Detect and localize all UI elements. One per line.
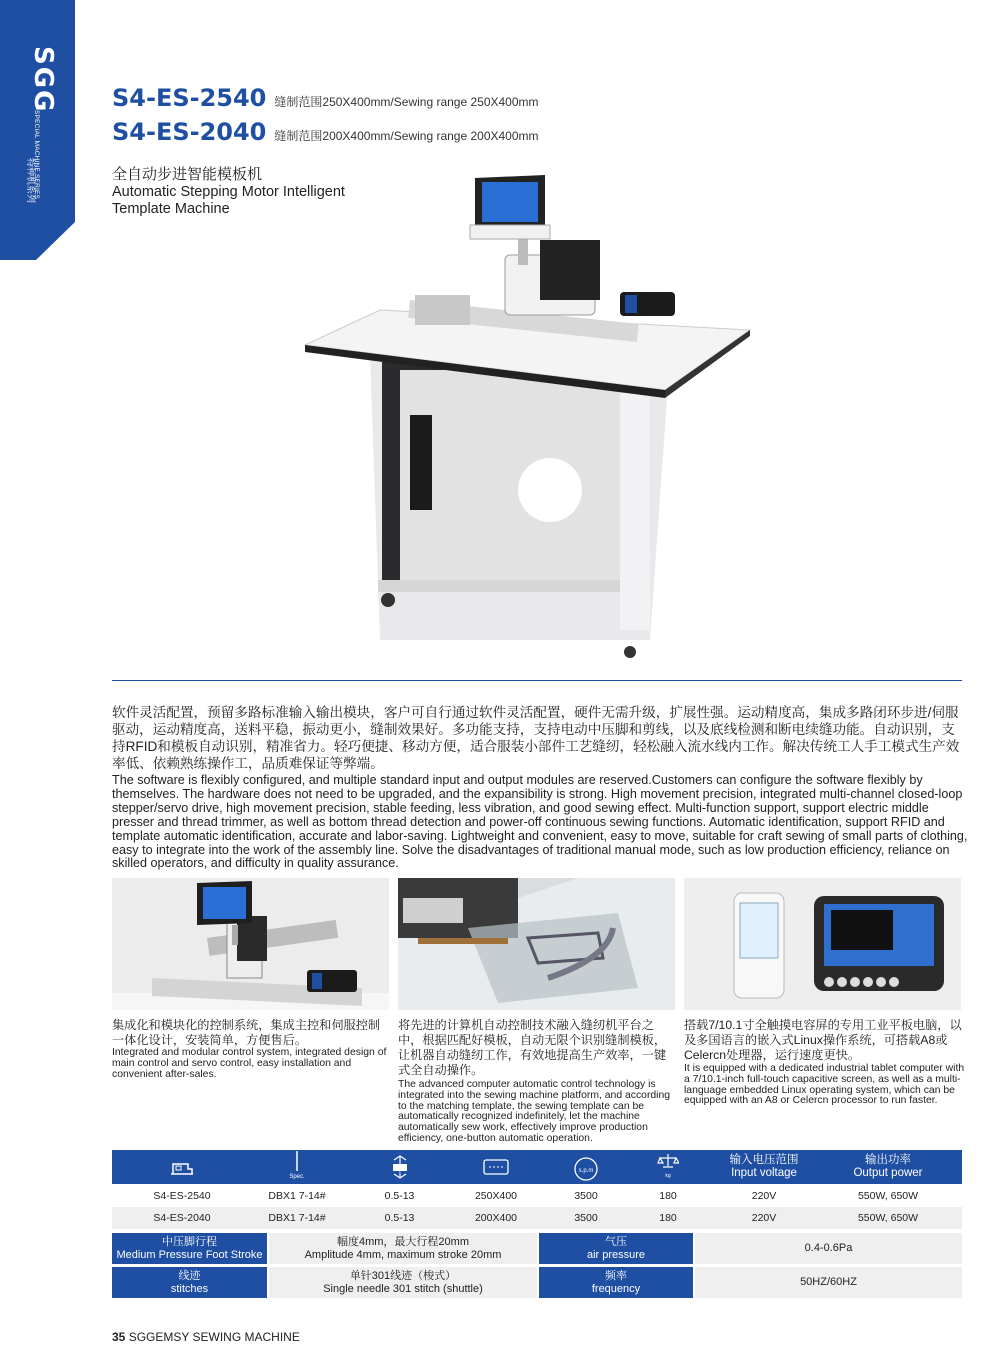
frequency-label-cn: 频率 bbox=[605, 1269, 627, 1282]
feature-caption-en: The advanced computer automatic control technology is integrated into the sewing machine platform, and according to the matching template, the sewing template can be automatically recognized indefinitely, let the machine automatically sew work, effectively improve production efficiency, one-button automatic operation. bbox=[398, 1079, 671, 1144]
cell-needle: DBX1 7-14# bbox=[268, 1190, 326, 1202]
cell-model: S4-ES-2540 bbox=[153, 1190, 211, 1202]
voltage-header bbox=[714, 1150, 814, 1184]
subtitle-en: Automatic Stepping Motor Intelligent Template Machine bbox=[112, 184, 345, 217]
feature-photo-tablet bbox=[684, 878, 961, 1010]
feature-caption-en: Integrated and modular control system, integrated design of main control and servo control, easy installation and convenient after-sales. bbox=[112, 1047, 387, 1080]
model-name: S4-ES-2540 bbox=[112, 84, 267, 112]
power-header bbox=[838, 1150, 938, 1184]
brand-logo: SGG bbox=[28, 46, 58, 114]
sewing-area-icon bbox=[452, 1150, 540, 1184]
subtitle-cn: 全自动步进智能模板机 bbox=[112, 166, 263, 183]
page-footer bbox=[112, 1330, 300, 1344]
feature-caption-cn: 搭载7/10.1寸全触摸电容屏的专用工业平板电脑，以及多国语言的嵌入式Linux操作系统，可搭载A8或Celercn处理器，运行速度更快。 bbox=[684, 1018, 962, 1062]
series-en: SPECIAL MACHINE SERIES bbox=[33, 110, 40, 200]
brand-side-tab bbox=[0, 0, 75, 260]
air-pressure-value bbox=[695, 1233, 962, 1264]
stitch-length-icon bbox=[352, 1150, 447, 1184]
feature-photo-control-system bbox=[112, 878, 389, 1010]
cell-area: 200X400 bbox=[474, 1212, 518, 1224]
speed-icon bbox=[542, 1150, 630, 1184]
cell-power: 550W, 650W bbox=[857, 1212, 919, 1224]
sewing-range: 缝制范围250X400mm/Sewing range 250X400mm bbox=[274, 95, 539, 109]
cell-needle: DBX1 7-14# bbox=[268, 1212, 326, 1224]
kg-label: kg bbox=[665, 1172, 671, 1179]
voltage-header-en: Input voltage bbox=[731, 1167, 797, 1179]
model-name: S4-ES-2040 bbox=[112, 118, 267, 146]
voltage-header-cn: 输入电压范围 bbox=[729, 1154, 799, 1166]
air-pressure-label-cn: 气压 bbox=[605, 1235, 627, 1248]
machine-icon bbox=[132, 1150, 232, 1184]
stitches-value-cn: 单针301线迹（梭式） bbox=[349, 1269, 457, 1282]
presser-foot-value-en: Amplitude 4mm, maximum stroke 20mm bbox=[304, 1248, 502, 1261]
table-row bbox=[112, 1185, 962, 1207]
presser-foot-value-cn: 幅度4mm，最大行程20mm bbox=[336, 1235, 469, 1248]
presser-foot-label-cn: 中压脚行程 bbox=[162, 1235, 217, 1248]
presser-foot-value bbox=[269, 1233, 537, 1264]
air-pressure-label-en: air pressure bbox=[586, 1248, 646, 1261]
cell-voltage: 220V bbox=[751, 1212, 777, 1224]
air-pressure-label bbox=[539, 1233, 693, 1264]
cell-weight: 180 bbox=[659, 1212, 677, 1224]
cell-area: 250X400 bbox=[474, 1190, 518, 1202]
stitches-label-cn: 线迹 bbox=[178, 1269, 201, 1282]
cell-voltage: 220V bbox=[751, 1190, 777, 1202]
intro-en: The software is flexibly configured, and multiple standard input and output modules are reserved.Customers can configure the software flexibly by themselves. The hardware does not need to be upgraded, and the expansibility is strong. High movement precision, integrated multi-channel closed-loop stepper/servo drive, high movement precision, stable feeding, less vibration, and good sewing effect. Multi-function support, support electric middle presser and thread trimmer, as well as bottom thread detection and power-off continuous sewing functions. Automatic identification, support RFID and template automatic identification, accurate and labor-saving. Lightweight and convenient, easy to move, suitable for craft sewing of small parts of clothing, easy to integrate into the work of the assembly line. Solve the disadvantages of traditional manual mode, such as low production efficiency, reliance on skilled operators, and difficulty in quality assurance. bbox=[112, 773, 968, 871]
weight-icon bbox=[624, 1150, 712, 1184]
footer-text: SGGEMSY SEWING MACHINE bbox=[128, 1330, 300, 1344]
presser-foot-label-en: Medium Pressure Foot Stroke bbox=[116, 1248, 263, 1261]
model-title-row bbox=[112, 118, 539, 146]
mm-label: mm bbox=[395, 1170, 404, 1176]
page-number: 35 bbox=[112, 1330, 126, 1344]
section-divider bbox=[112, 680, 962, 681]
model-title-row bbox=[112, 84, 539, 112]
power-header-cn: 输出功率 bbox=[865, 1154, 911, 1166]
machine-photo bbox=[300, 170, 760, 660]
intro-cn: 软件灵活配置，预留多路标准输入输出模块，客户可自行通过软件灵活配置，硬件无需升级，扩展性强。运动精度高，集成多路闭环步进/伺服驱动，运动精度高，送料平稳，振动更小，缝制效果好。多功能支持，支持电动中压脚和剪线，以及底线检测和断电续缝功能。自动识别，支持RFID和模板自动识别，精准省力。轻巧便捷、移动方便，适合服装小部件工艺缝纫，轻松融入流水线内工作。解决传统工人手工模式生产效率低、依赖熟练操作工，品质难保证等弊端。 bbox=[112, 705, 960, 771]
table-row bbox=[112, 1207, 962, 1229]
stitches-label-en: stitches bbox=[170, 1282, 209, 1295]
frequency-label-en: frequency bbox=[591, 1282, 641, 1295]
needle-icon bbox=[252, 1150, 342, 1184]
feature-photo-template-platform bbox=[398, 878, 675, 1010]
cell-model: S4-ES-2040 bbox=[153, 1212, 211, 1224]
cell-stitch: 0.5-13 bbox=[384, 1212, 415, 1224]
frequency-label bbox=[539, 1267, 693, 1298]
cell-weight: 180 bbox=[659, 1190, 677, 1202]
cell-stitch: 0.5-13 bbox=[384, 1190, 415, 1202]
spec-label: Spec. bbox=[289, 1174, 305, 1180]
air-pressure-value-text: 0.4-0.6Pa bbox=[804, 1242, 853, 1254]
frequency-value bbox=[695, 1267, 962, 1298]
spm-label: s.p.m bbox=[578, 1168, 594, 1174]
stitches-value-en: Single needle 301 stitch (shuttle) bbox=[323, 1282, 483, 1295]
stitches-value bbox=[269, 1267, 537, 1298]
cell-speed: 3500 bbox=[574, 1212, 598, 1224]
cell-power: 550W, 650W bbox=[857, 1190, 919, 1202]
sewing-range: 缝制范围200X400mm/Sewing range 200X400mm bbox=[274, 129, 539, 143]
cell-speed: 3500 bbox=[574, 1190, 598, 1202]
power-header-en: Output power bbox=[853, 1167, 923, 1179]
stitches-label bbox=[112, 1267, 267, 1298]
feature-caption-cn: 集成化和模块化的控制系统，集成主控和伺服控制一体化设计，安装简单，方便售后。 bbox=[112, 1018, 381, 1047]
frequency-value-text: 50HZ/60HZ bbox=[800, 1276, 857, 1288]
feature-caption-cn: 将先进的计算机自动控制技术融入缝纫机平台之中，根据匹配好模板，自动无限个识别缝制模板，让机器自动缝纫工作，有效地提高生产效率，一键式全自动操作。 bbox=[398, 1018, 667, 1077]
spec-table-header bbox=[112, 1150, 962, 1184]
feature-caption-en: It is equipped with a dedicated industrial tablet computer with a 7/10.1-inch full-touch capacitive screen, as well as a multi-language embedded Linux operating system, which can be equipped with an A8 or Celercn processor to run faster. bbox=[684, 1063, 965, 1107]
series-cn: 特种机系列 bbox=[26, 158, 36, 204]
presser-foot-label bbox=[112, 1233, 267, 1264]
